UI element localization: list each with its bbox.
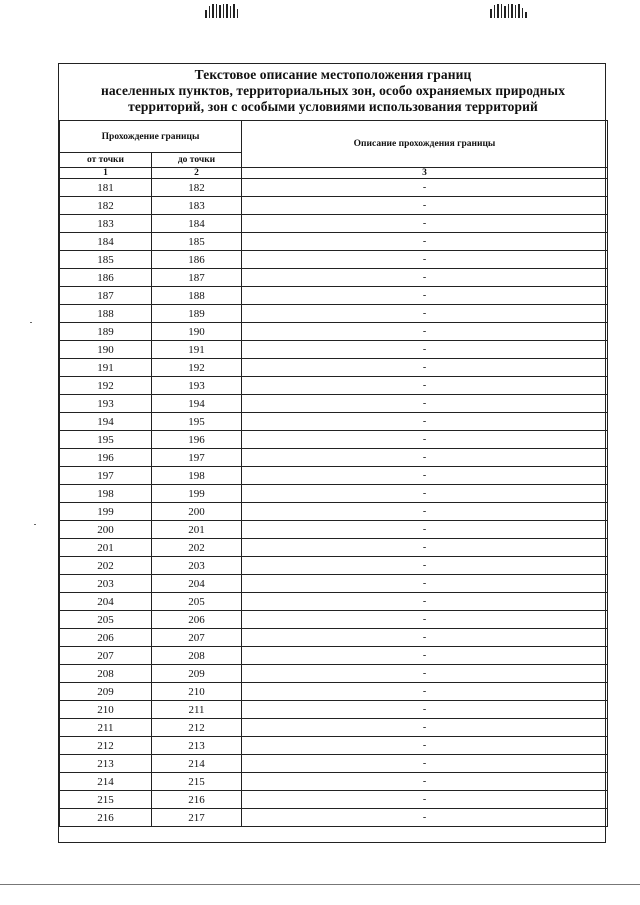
cell-description: - [242, 197, 608, 215]
cell-from-point: 190 [60, 341, 152, 359]
table-row [60, 593, 608, 611]
table-row [60, 341, 608, 359]
cell-description: - [242, 683, 608, 701]
cell-to-point: 213 [152, 737, 242, 755]
cell-from-point: 197 [60, 467, 152, 485]
cell-from-point: 191 [60, 359, 152, 377]
cell-to-point: 207 [152, 629, 242, 647]
cell-description: - [242, 755, 608, 773]
cell-to-point: 201 [152, 521, 242, 539]
cell-to-point: 185 [152, 233, 242, 251]
table-row [60, 719, 608, 737]
cell-description: - [242, 521, 608, 539]
cell-to-point: 212 [152, 719, 242, 737]
table-row [60, 611, 608, 629]
cell-from-point: 200 [60, 521, 152, 539]
cell-description: - [242, 791, 608, 809]
cell-description: - [242, 485, 608, 503]
table-row [60, 179, 608, 197]
cell-description: - [242, 773, 608, 791]
cell-to-point: 211 [152, 701, 242, 719]
cell-to-point: 215 [152, 773, 242, 791]
cell-from-point: 203 [60, 575, 152, 593]
cell-to-point: 204 [152, 575, 242, 593]
cell-description: - [242, 395, 608, 413]
cell-to-point: 206 [152, 611, 242, 629]
table-row [60, 647, 608, 665]
table-row [60, 557, 608, 575]
cell-to-point: 203 [152, 557, 242, 575]
header-col-number: 3 [242, 168, 608, 179]
table-row [60, 521, 608, 539]
cell-from-point: 193 [60, 395, 152, 413]
cell-description: - [242, 809, 608, 827]
cell-to-point: 197 [152, 449, 242, 467]
table-row [60, 233, 608, 251]
cell-description: - [242, 215, 608, 233]
document-frame [58, 63, 606, 843]
cell-to-point: 196 [152, 431, 242, 449]
cell-from-point: 212 [60, 737, 152, 755]
cell-from-point: 184 [60, 233, 152, 251]
cell-from-point: 196 [60, 449, 152, 467]
cell-description: - [242, 701, 608, 719]
cell-to-point: 192 [152, 359, 242, 377]
cell-description: - [242, 575, 608, 593]
cell-description: - [242, 323, 608, 341]
header-passage: Прохождение границы [60, 121, 242, 153]
cell-to-point: 187 [152, 269, 242, 287]
cell-description: - [242, 449, 608, 467]
cell-from-point: 201 [60, 539, 152, 557]
cell-to-point: 202 [152, 539, 242, 557]
header-from: от точки [60, 153, 152, 168]
table-row [60, 215, 608, 233]
header-col-number: 2 [152, 168, 242, 179]
cell-from-point: 204 [60, 593, 152, 611]
cell-from-point: 206 [60, 629, 152, 647]
cell-from-point: 207 [60, 647, 152, 665]
cell-from-point: 211 [60, 719, 152, 737]
cell-to-point: 188 [152, 287, 242, 305]
cell-to-point: 194 [152, 395, 242, 413]
cell-description: - [242, 611, 608, 629]
cell-description: - [242, 629, 608, 647]
cell-description: - [242, 287, 608, 305]
table-row [60, 395, 608, 413]
cell-to-point: 193 [152, 377, 242, 395]
cell-from-point: 192 [60, 377, 152, 395]
cell-description: - [242, 413, 608, 431]
cell-description: - [242, 305, 608, 323]
scan-speck [30, 322, 32, 323]
cell-from-point: 185 [60, 251, 152, 269]
cell-to-point: 189 [152, 305, 242, 323]
cell-from-point: 215 [60, 791, 152, 809]
table-row [60, 629, 608, 647]
cell-to-point: 216 [152, 791, 242, 809]
cell-description: - [242, 341, 608, 359]
title-line-3: территорий, зон с особыми условиями использования территорий [128, 99, 538, 114]
cell-description: - [242, 269, 608, 287]
cell-from-point: 199 [60, 503, 152, 521]
header-col-number: 1 [60, 168, 152, 179]
table-row [60, 737, 608, 755]
scan-mark-right [490, 4, 527, 18]
table-row [60, 269, 608, 287]
cell-from-point: 189 [60, 323, 152, 341]
cell-to-point: 184 [152, 215, 242, 233]
cell-from-point: 188 [60, 305, 152, 323]
cell-from-point: 202 [60, 557, 152, 575]
cell-from-point: 182 [60, 197, 152, 215]
boundary-table [59, 120, 608, 827]
table-row [60, 251, 608, 269]
cell-to-point: 186 [152, 251, 242, 269]
cell-from-point: 205 [60, 611, 152, 629]
cell-to-point: 199 [152, 485, 242, 503]
cell-description: - [242, 557, 608, 575]
table-row [60, 755, 608, 773]
cell-to-point: 210 [152, 683, 242, 701]
document-title [59, 67, 607, 115]
cell-from-point: 210 [60, 701, 152, 719]
table-row [60, 809, 608, 827]
cell-to-point: 198 [152, 467, 242, 485]
cell-to-point: 190 [152, 323, 242, 341]
table-row [60, 485, 608, 503]
table-row [60, 197, 608, 215]
cell-description: - [242, 467, 608, 485]
cell-description: - [242, 431, 608, 449]
cell-from-point: 216 [60, 809, 152, 827]
cell-to-point: 209 [152, 665, 242, 683]
cell-from-point: 187 [60, 287, 152, 305]
cell-from-point: 209 [60, 683, 152, 701]
table-row [60, 323, 608, 341]
table-row [60, 449, 608, 467]
table-row [60, 773, 608, 791]
cell-from-point: 186 [60, 269, 152, 287]
table-row [60, 701, 608, 719]
title-line-2: населенных пунктов, территориальных зон, особо охраняемых природных [100, 83, 566, 98]
cell-to-point: 183 [152, 197, 242, 215]
table-row [60, 683, 608, 701]
table-row [60, 359, 608, 377]
cell-description: - [242, 179, 608, 197]
cell-to-point: 214 [152, 755, 242, 773]
table-row [60, 377, 608, 395]
cell-description: - [242, 719, 608, 737]
table-row [60, 539, 608, 557]
cell-to-point: 205 [152, 593, 242, 611]
table-row [60, 575, 608, 593]
cell-description: - [242, 737, 608, 755]
cell-description: - [242, 539, 608, 557]
cell-from-point: 195 [60, 431, 152, 449]
cell-description: - [242, 251, 608, 269]
table-row [60, 665, 608, 683]
cell-from-point: 181 [60, 179, 152, 197]
cell-from-point: 198 [60, 485, 152, 503]
scan-mark-left [205, 4, 238, 18]
page-bottom-line [0, 884, 640, 885]
scan-speck [34, 524, 36, 525]
cell-description: - [242, 233, 608, 251]
table-row [60, 467, 608, 485]
cell-to-point: 217 [152, 809, 242, 827]
table-row [60, 431, 608, 449]
table-row [60, 791, 608, 809]
header-description: Описание прохождения границы [242, 121, 608, 168]
title-line-1: Текстовое описание местоположения границ [194, 67, 472, 82]
cell-from-point: 213 [60, 755, 152, 773]
cell-description: - [242, 665, 608, 683]
table-row [60, 305, 608, 323]
cell-to-point: 182 [152, 179, 242, 197]
cell-description: - [242, 647, 608, 665]
cell-description: - [242, 377, 608, 395]
cell-to-point: 191 [152, 341, 242, 359]
header-to: до точки [152, 153, 242, 168]
cell-from-point: 208 [60, 665, 152, 683]
cell-description: - [242, 503, 608, 521]
cell-to-point: 200 [152, 503, 242, 521]
cell-description: - [242, 359, 608, 377]
cell-from-point: 214 [60, 773, 152, 791]
cell-description: - [242, 593, 608, 611]
table-row [60, 503, 608, 521]
table-row [60, 287, 608, 305]
cell-from-point: 183 [60, 215, 152, 233]
table-row [60, 413, 608, 431]
cell-to-point: 208 [152, 647, 242, 665]
cell-from-point: 194 [60, 413, 152, 431]
table-body [60, 179, 608, 827]
cell-to-point: 195 [152, 413, 242, 431]
